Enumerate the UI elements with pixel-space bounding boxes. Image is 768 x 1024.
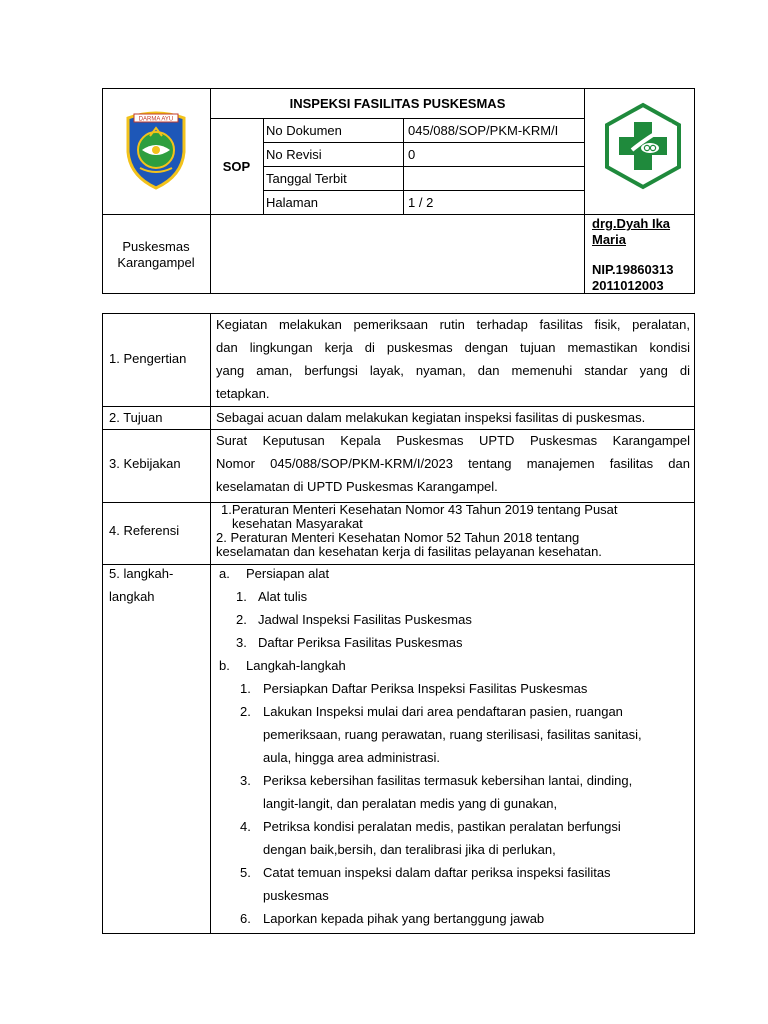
list-item: Catat temuan inspeksi dalam daftar periksa inspeksi fasilitas puskesmas (263, 865, 611, 903)
list-item: Persiapkan Daftar Periksa Inspeksi Fasilitas Puskesmas (263, 681, 588, 696)
field-value-halaman: 1 / 2 (408, 195, 434, 210)
field-value-no-dokumen: 045/088/SOP/PKM-KRM/I (408, 123, 559, 138)
field-value-no-revisi: 0 (408, 147, 416, 162)
svg-text:DARMA AYU: DARMA AYU (138, 116, 174, 123)
section-label-kebijakan: 3. Kebijakan (109, 456, 181, 471)
sub-heading-persiapan-alat: a. Persiapan alat (219, 566, 330, 581)
section-label-tujuan: 2. Tujuan (109, 410, 163, 425)
field-label-no-dokumen: No Dokumen (266, 123, 342, 138)
signer-name: drg.Dyah Ika Maria (592, 216, 671, 247)
field-label-no-revisi: No Revisi (266, 147, 322, 162)
list-item-number: 6. (240, 911, 251, 926)
section-text-tujuan: Sebagai acuan dalam melakukan kegiatan inspeksi fasilitas di puskesmas. (216, 410, 646, 425)
list-item: Lakukan Inspeksi mulai dari area pendaftaran pasien, ruangan pemeriksaan, ruang perawatan, ruang sterilisasi, fasilitas sanitasi, aula, hingga area administrasi. (263, 704, 642, 765)
list-item-number: 1. (240, 681, 251, 696)
list-item: 1. Alat tulis (236, 589, 308, 604)
list-item: Petriksa kondisi peralatan medis, pastikan peralatan berfungsi dengan baik,bersih, dan teralibrasi jika di perlukan, (263, 819, 621, 857)
list-item: Periksa kebersihan fasilitas termasuk kebersihan lantai, dinding, langit-langit, dan peralatan medis yang di gunakan, (263, 773, 633, 811)
section-text-kebijakan: Surat Keputusan Kepala Puskesmas UPTD Puskesmas Karangampel Nomor 045/088/SOP/PKM-KRM/I/2023 tentang manajemen fasilitas dan keselamatan di UPTD Puskesmas Karangampel. (216, 433, 690, 494)
list-item: 3. Daftar Periksa Fasilitas Puskesmas (236, 635, 463, 650)
list-item-number: 3. (240, 773, 251, 788)
field-label-tanggal-terbit: Tanggal Terbit (266, 171, 347, 186)
puskesmas-logo (604, 102, 682, 190)
list-item-number: 2. (240, 704, 251, 719)
section-text-pengertian: Kegiatan melakukan pemeriksaan rutin terhadap fasilitas fisik, peralatan, dan lingkungan kerja di puskesmas dengan tujuan memastikan kondisi yang aman, berfungsi layak, nyaman, dan memenuhi standar yang di tetapkan. (216, 317, 690, 401)
list-item-number: 4. (240, 819, 251, 834)
field-label-halaman: Halaman (266, 195, 319, 210)
section-label-langkah: 5. langkah- langkah (109, 566, 174, 604)
list-item: 2. Jadwal Inspeksi Fasilitas Puskesmas (236, 612, 472, 627)
institution-name: Puskesmas Karangampel (117, 239, 195, 270)
document-title: INSPEKSI FASILITAS PUSKESMAS (289, 96, 506, 111)
signer-nip: NIP.19860313 2011012003 (592, 262, 674, 293)
section-text-referensi: 1.Peraturan Menteri Kesehatan Nomor 43 Tahun 2019 tentang Pusat kesehatan Masyarakat 2. Peraturan Menteri Kesehatan Nomor 52 Tahun 2018 tentang keselamatan dan kesehatan kerja di fasilitas pelayanan kesehatan. (216, 502, 618, 559)
section-label-pengertian: 1. Pengertian (109, 351, 187, 366)
sop-label: SOP (222, 159, 251, 174)
list-item-number: 5. (240, 865, 251, 880)
sub-heading-langkah-langkah: b. Langkah-langkah (219, 658, 346, 673)
list-item: Laporkan kepada pihak yang bertanggung jawab (263, 911, 545, 926)
regency-emblem-logo (120, 106, 192, 190)
section-label-referensi: 4. Referensi (109, 523, 180, 538)
